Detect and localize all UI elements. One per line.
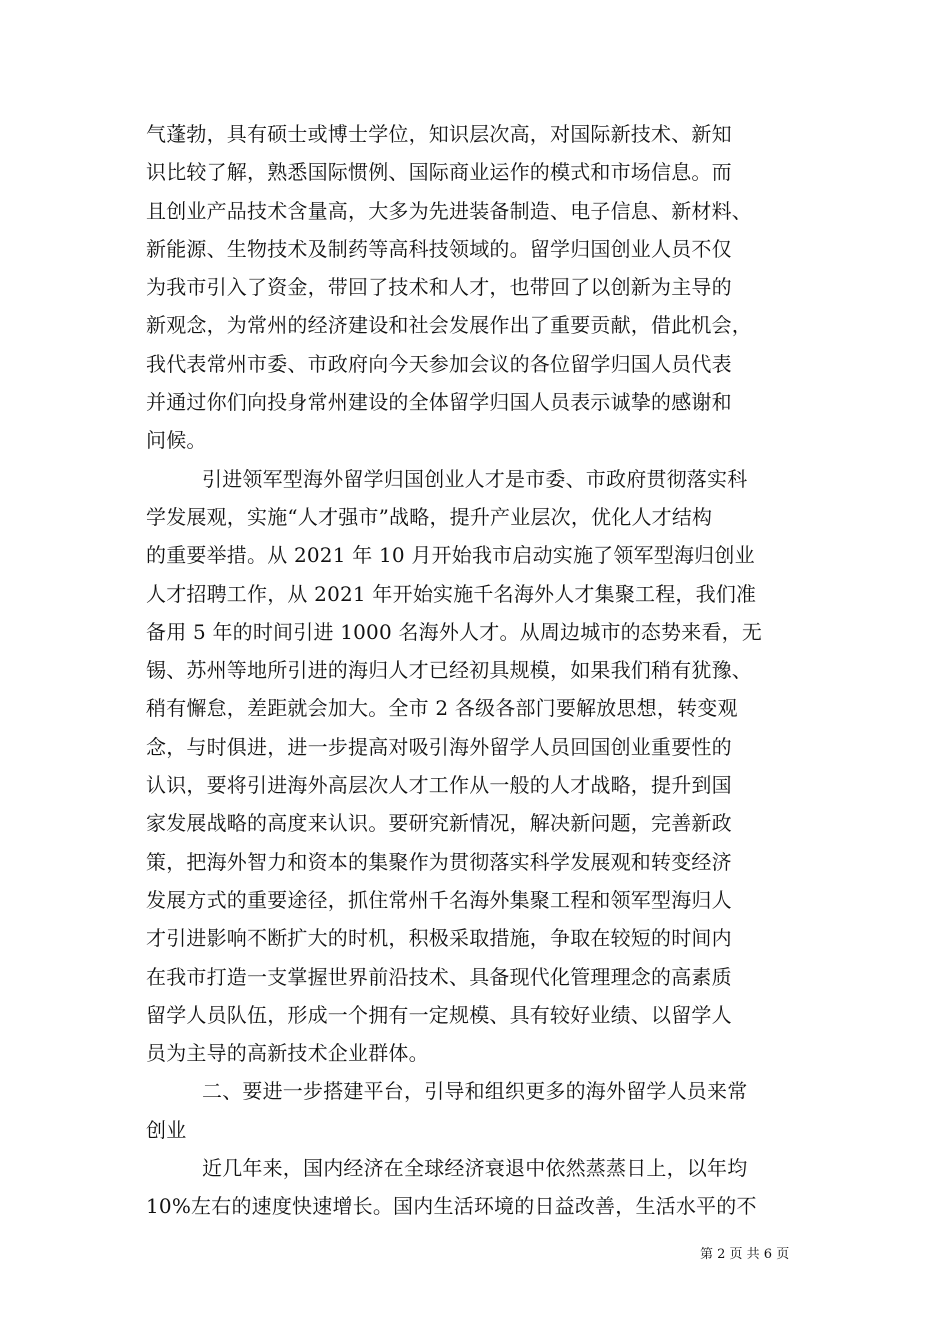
- section-heading-line: 二、要进一步搭建平台，引导和组织更多的海外留学人员来常: [202, 1079, 748, 1104]
- text-line: 锡、苏州等地所引进的海归人才已经初具规模，如果我们稍有犹豫、: [146, 658, 752, 683]
- text-line: 识比较了解，熟悉国际惯例、国际商业运作的模式和市场信息。而: [146, 160, 732, 185]
- text-line: 认识，要将引进海外高层次人才工作从一般的人才战略，提升到国: [146, 773, 732, 798]
- page-number-footer: [700, 1246, 789, 1264]
- text-line: 的重要举措。从 2021 年 10 月开始我市启动实施了领军型海归创业: [146, 543, 755, 568]
- text-line: 在我市打造一支掌握世界前沿技术、具备现代化管理理念的高素质: [146, 964, 732, 989]
- text-line: 为我市引入了资金，带回了技术和人才，也带回了以创新为主导的: [146, 275, 732, 300]
- paragraph-start-line: 近几年来，国内经济在全球经济衰退中依然蒸蒸日上，以年均: [202, 1156, 748, 1181]
- page-number-label: 第 2 页 共 6 页: [700, 1247, 790, 1262]
- text-line: 才引进影响不断扩大的时机，积极采取措施，争取在较短的时间内: [146, 926, 732, 951]
- document-body: [146, 115, 806, 1226]
- text-line: 人才招聘工作，从 2021 年开始实施千名海外人才集聚工程，我们准: [146, 581, 757, 606]
- text-line: 员为主导的高新技术企业群体。: [146, 1041, 429, 1066]
- text-line: 备用 5 年的时间引进 1000 名海外人才。从周边城市的态势来看，无: [146, 619, 763, 644]
- paragraph-start-line: 引进领军型海外留学归国创业人才是市委、市政府贯彻落实科: [202, 466, 748, 491]
- text-line: 并通过你们向投身常州建设的全体留学归国人员表示诚挚的感谢和: [146, 390, 732, 415]
- text-line: 气蓬勃，具有硕士或博士学位，知识层次高，对国际新技术、新知: [146, 122, 732, 146]
- text-line: 新观念，为常州的经济建设和社会发展作出了重要贡献，借此机会，: [146, 313, 752, 338]
- section-heading-line: 创业: [146, 1117, 187, 1142]
- text-line: 发展方式的重要途径，抓住常州千名海外集聚工程和领军型海归人: [146, 887, 732, 912]
- text-line: 新能源、生物技术及制药等高科技领域的。留学归国创业人员不仅: [146, 236, 732, 261]
- text-line: 念，与时俱进，进一步提高对吸引海外留学人员回国创业重要性的: [146, 734, 732, 759]
- text-line: 稍有懈怠，差距就会加大。全市 2 各级各部门要解放思想，转变观: [146, 696, 738, 721]
- text-line: 家发展战略的高度来认识。要研究新情况，解决新问题，完善新政: [146, 811, 732, 836]
- text-line: 留学人员队伍，形成一个拥有一定规模、具有较好业绩、以留学人: [146, 1002, 732, 1027]
- text-line: 且创业产品技术含量高，大多为先进装备制造、电子信息、新材料、: [146, 198, 752, 223]
- text-line: 10%左右的速度快速增长。国内生活环境的日益改善，生活水平的不: [146, 1194, 757, 1219]
- text-line: 问候。: [146, 428, 207, 453]
- text-line: 我代表常州市委、市政府向今天参加会议的各位留学归国人员代表: [146, 351, 732, 376]
- text-line: 学发展观，实施“人才强市”战略，提升产业层次，优化人才结构: [146, 504, 713, 529]
- text-line: 策，把海外智力和资本的集聚作为贯彻落实科学发展观和转变经济: [146, 849, 732, 874]
